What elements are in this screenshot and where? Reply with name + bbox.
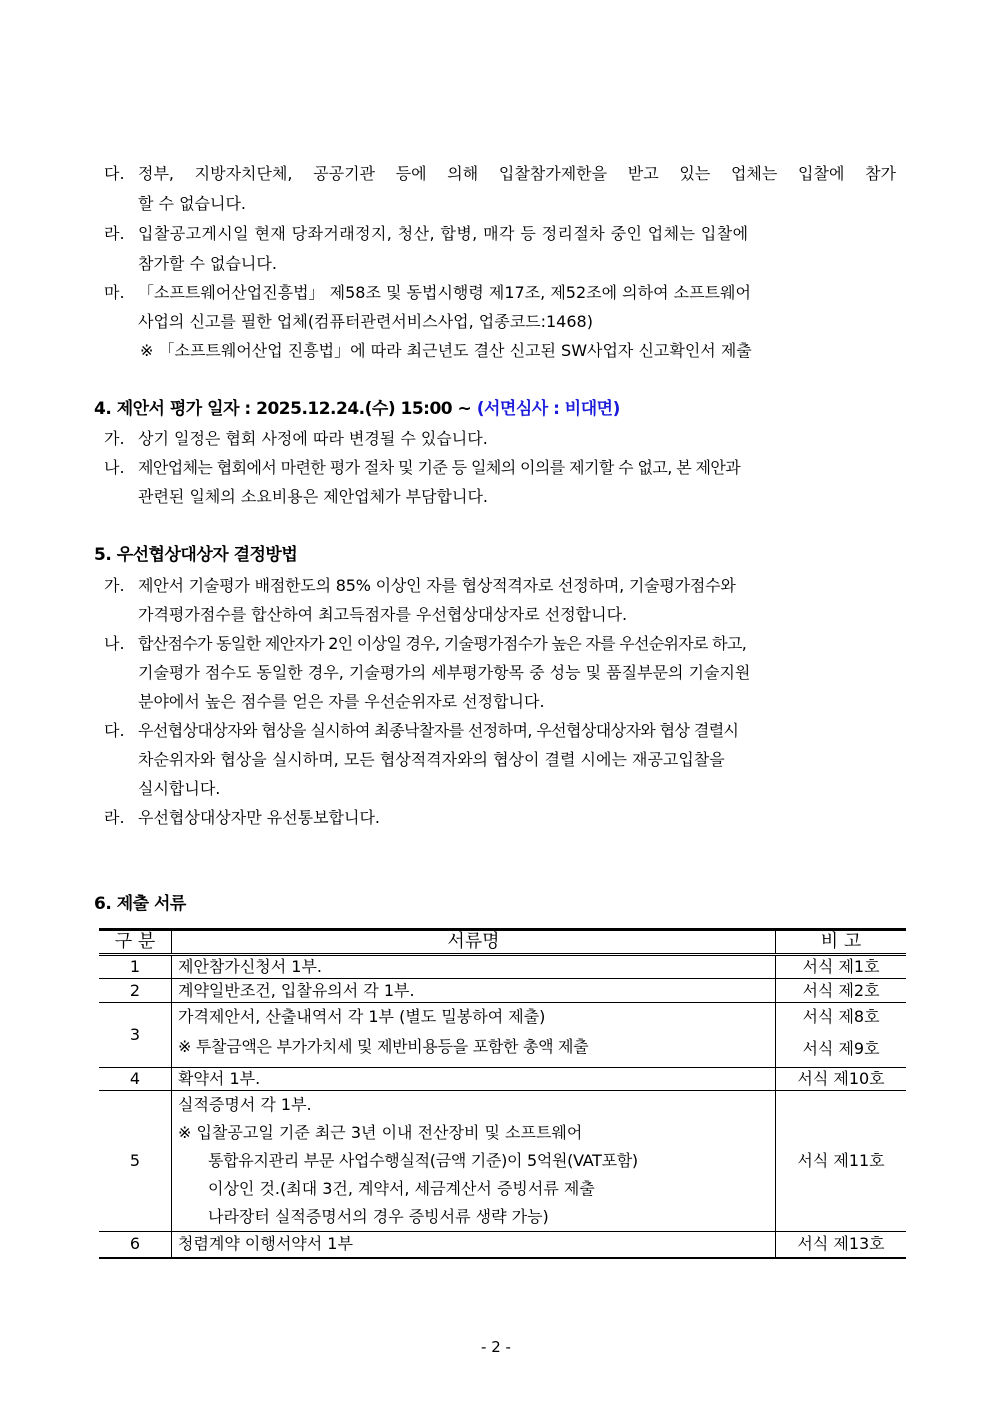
item-marker: 다. (104, 721, 125, 740)
submission-documents-table (99, 928, 906, 1259)
table-row (99, 1091, 906, 1232)
list-item-ma-cont: 사업의 신고를 필한 업체(컴퓨터관련서비스사업, 업종코드:1468) (138, 312, 593, 331)
item-text: 우선협상대상자만 유선통보합니다. (138, 808, 381, 827)
item-marker: 라. (104, 808, 125, 827)
section-4-heading-highlight: (서면심사 : 비대면) (476, 399, 620, 419)
form-number: 서식 제1호 (776, 955, 907, 979)
list-item-da-cont: 할 수 없습니다. (138, 194, 246, 213)
list-item-da (104, 164, 896, 184)
document-name-note-cont: 통합유지관리 부문 사업수행실적(금액 기준)이 5억원(VAT포함) (208, 1151, 638, 1170)
item-text: 입찰공고게시일 현재 당좌거래정지, 청산, 합병, 매각 등 정리절차 중인 업체는 입찰에 (138, 224, 749, 243)
list-item-na (104, 458, 740, 478)
table-header-row (99, 930, 906, 955)
header-category: 구 분 (99, 930, 172, 955)
item-marker: 마. (104, 283, 125, 302)
item-marker: 라. (104, 224, 125, 243)
form-number (776, 1003, 907, 1068)
document-name: 제안참가신청서 1부. (172, 955, 776, 979)
table-row (99, 1232, 906, 1258)
item-text: 합산점수가 동일한 제안자가 2인 이상일 경우, 기술평가점수가 높은 자를 우선순위자로 하고, (138, 634, 747, 653)
section-5-heading: 5. 우선협상대상자 결정방법 (94, 545, 298, 565)
form-number: 서식 제2호 (776, 979, 907, 1003)
document-name-line: 가격제안서, 산출내역서 각 1부 (별도 밀봉하여 제출) (178, 1007, 546, 1026)
form-number: 서식 제10호 (776, 1068, 907, 1091)
form-number: 서식 제11호 (776, 1091, 907, 1232)
table-row (99, 979, 906, 1003)
list-item-na-cont: 관련된 일체의 소요비용은 제안업체가 부담합니다. (138, 487, 489, 506)
row-number: 2 (99, 979, 172, 1003)
document-name: 확약서 1부. (172, 1068, 776, 1091)
form-number: 서식 제13호 (776, 1232, 907, 1258)
document-name (172, 1003, 776, 1068)
document-name: 계약일반조건, 입찰유의서 각 1부. (172, 979, 776, 1003)
row-number: 5 (99, 1091, 172, 1232)
document-name-note: ※ 투찰금액은 부가가치세 및 제반비용등을 포함한 총액 제출 (178, 1037, 589, 1056)
item-marker: 가. (104, 429, 125, 448)
item-marker: 나. (104, 634, 125, 653)
form-number-line: 서식 제9호 (802, 1039, 880, 1058)
section-6-heading: 6. 제출 서류 (94, 894, 186, 914)
document-name-line: 실적증명서 각 1부. (178, 1095, 312, 1114)
item-marker: 가. (104, 576, 125, 595)
item-marker: 다. (104, 164, 125, 183)
list-item-ga (104, 576, 736, 596)
list-item-ra (104, 808, 380, 828)
document-name-note-cont: 이상인 것.(최대 3건, 계약서, 세금계산서 증빙서류 제출 (208, 1179, 595, 1198)
row-number: 4 (99, 1068, 172, 1091)
row-number: 3 (99, 1003, 172, 1068)
list-item-na (104, 634, 746, 654)
page-number: - 2 - (481, 1338, 511, 1356)
header-document-name: 서류명 (172, 930, 776, 955)
section-4-heading-main: 4. 제안서 평가 일자 : 2025.12.24.(수) 15:00 ~ (94, 399, 477, 419)
list-item-da-cont-2: 실시합니다. (138, 779, 221, 798)
item-text: 정부, 지방자치단체, 공공기관 등에 의해 입찰참가제한을 받고 있는 업체는 입찰에 참가 (138, 164, 896, 183)
document-name-note: ※ 입찰공고일 기준 최근 3년 이내 전산장비 및 소프트웨어 (178, 1123, 583, 1142)
list-item-ma (104, 283, 896, 303)
list-item-ra (104, 224, 896, 244)
list-item-da-cont-1: 차순위자와 협상을 실시하며, 모든 협상적격자와의 협상이 결렬 시에는 재공고입찰을 (138, 750, 725, 769)
row-number: 6 (99, 1232, 172, 1258)
row-number: 1 (99, 955, 172, 979)
list-item-da (104, 721, 738, 741)
list-item-ga (104, 429, 488, 449)
form-number-line: 서식 제8호 (802, 1007, 880, 1026)
list-item-ra-cont: 참가할 수 없습니다. (138, 254, 277, 273)
item-marker: 나. (104, 458, 125, 477)
document-name-note-cont: 나라장터 실적증명서의 경우 증빙서류 생략 가능) (208, 1207, 549, 1226)
note-sw-certificate: ※ 「소프트웨어산업 진흥법」에 따라 최근년도 결산 신고된 SW사업자 신고확인서 제출 (140, 341, 752, 360)
item-text: 우선협상대상자와 협상을 실시하여 최종낙찰자를 선정하며, 우선협상대상자와 협상 결렬시 (138, 721, 739, 740)
list-item-ga-cont: 가격평가점수를 합산하여 최고득점자를 우선협상대상자로 선정합니다. (138, 605, 628, 624)
list-item-na-cont-2: 분야에서 높은 점수를 얻은 자를 우선순위자로 선정합니다. (138, 692, 545, 711)
table-row (99, 955, 906, 979)
header-remarks: 비 고 (776, 930, 907, 955)
table-row (99, 1003, 906, 1068)
section-4-heading (94, 398, 620, 420)
list-item-na-cont-1: 기술평가 점수도 동일한 경우, 기술평가의 세부평가항목 중 성능 및 품질부문의 기술지원 (138, 663, 751, 682)
table-row (99, 1068, 906, 1091)
item-text: 제안업체는 협회에서 마련한 평가 절차 및 기준 등 일체의 이의를 제기할 수 없고, 본 제안과 (138, 458, 741, 477)
item-text: 제안서 기술평가 배점한도의 85% 이상인 자를 협상적격자로 선정하며, 기술평가점수와 (138, 576, 736, 595)
item-text: 「소프트웨어산업진흥법」 제58조 및 동법시행령 제17조, 제52조에 의하여 소프트웨어 (138, 283, 751, 302)
document-name (172, 1091, 776, 1232)
item-text: 상기 일정은 협회 사정에 따라 변경될 수 있습니다. (138, 429, 488, 448)
document-name: 청렴계약 이행서약서 1부 (172, 1232, 776, 1258)
